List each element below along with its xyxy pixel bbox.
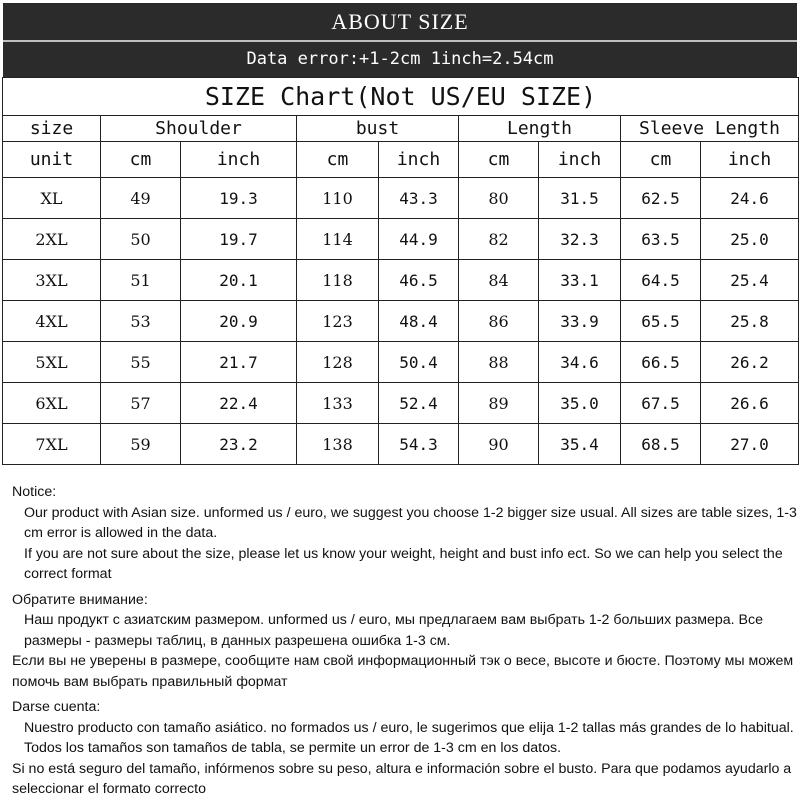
unit-cell: inch [701, 142, 799, 178]
table-cell: 138 [297, 424, 379, 465]
unit-cell: inch [539, 142, 621, 178]
table-cell: 90 [459, 424, 539, 465]
table-cell: 50 [101, 219, 181, 260]
table-cell: 118 [297, 260, 379, 301]
notice-paragraph: Наш продукт с азиатским размером. unformed us / euro, мы предлагаем вам выбрать 1-2 больших размера. Все размеры - размеры таблиц, в данных разрешена ошибка 1-3 см. [24, 612, 763, 649]
table-cell: 31.5 [539, 178, 621, 219]
notice-paragraph: If you are not sure about the size, please let us know your weight, height and bust info ect. So we can help you select the correct format [24, 545, 783, 582]
table-cell: 57 [101, 383, 181, 424]
table-cell: 46.5 [379, 260, 459, 301]
table-cell: 55 [101, 342, 181, 383]
table-row [3, 260, 799, 301]
table-cell: 25.0 [701, 219, 799, 260]
table-cell: 49 [101, 178, 181, 219]
table-cell: 20.9 [181, 301, 297, 342]
unit-cell: cm [297, 142, 379, 178]
table-cell: 59 [101, 424, 181, 465]
table-cell: 110 [297, 178, 379, 219]
about-size-header: ABOUT SIZE [3, 3, 797, 40]
size-label: 2XL [3, 219, 101, 260]
size-chart-table [2, 77, 799, 465]
table-row [3, 383, 799, 424]
table-row [3, 178, 799, 219]
table-cell: 65.5 [621, 301, 701, 342]
table-cell: 114 [297, 219, 379, 260]
size-label: 7XL [3, 424, 101, 465]
table-cell: 20.1 [181, 260, 297, 301]
notice-section [12, 482, 797, 800]
table-cell: 24.6 [701, 178, 799, 219]
size-label: XL [3, 178, 101, 219]
table-cell: 25.8 [701, 301, 799, 342]
table-cell: 34.6 [539, 342, 621, 383]
table-cell: 50.4 [379, 342, 459, 383]
table-cell: 66.5 [621, 342, 701, 383]
notice-paragraph: Our product with Asian size. unformed us / euro, we suggest you choose 1-2 bigger size usual. All sizes are table sizes, 1-3 cm error is allowed in the data. [24, 504, 797, 541]
unit-cell: inch [181, 142, 297, 178]
size-chart-title: SIZE Chart(Not US/EU SIZE) [3, 78, 799, 116]
table-cell: 80 [459, 178, 539, 219]
table-cell: 89 [459, 383, 539, 424]
unit-cell: inch [379, 142, 459, 178]
header-size: size [3, 116, 101, 142]
unit-cell: cm [101, 142, 181, 178]
notice-paragraph: Si no está seguro del tamaño, infórmenos sobre su peso, altura e información sobre el busto. Para que podamos ayudarlo a seleccionar el formato correcto [12, 760, 792, 797]
table-cell: 27.0 [701, 424, 799, 465]
table-cell: 52.4 [379, 383, 459, 424]
table-cell: 19.3 [181, 178, 297, 219]
header-shoulder: Shoulder [101, 116, 297, 142]
table-cell: 35.4 [539, 424, 621, 465]
table-cell: 82 [459, 219, 539, 260]
table-cell: 53 [101, 301, 181, 342]
unit-cell: cm [459, 142, 539, 178]
table-cell: 54.3 [379, 424, 459, 465]
size-label: 5XL [3, 342, 101, 383]
header-unit: unit [3, 142, 101, 178]
header-bust: bust [297, 116, 459, 142]
table-cell: 33.9 [539, 301, 621, 342]
table-cell: 44.9 [379, 219, 459, 260]
notice-heading-en: Notice: [12, 484, 57, 500]
table-cell: 68.5 [621, 424, 701, 465]
table-row [3, 342, 799, 383]
data-error-banner: Data error:+1-2cm 1inch=2.54cm [3, 42, 797, 77]
table-cell: 64.5 [621, 260, 701, 301]
notice-paragraph: Если вы не уверены в размере, сообщите нам свой информационный тэк о весе, высоте и бюсте. Поэтому мы можем помочь вам выбрать правильный формат [12, 653, 794, 690]
table-cell: 67.5 [621, 383, 701, 424]
table-cell: 43.3 [379, 178, 459, 219]
table-cell: 32.3 [539, 219, 621, 260]
table-row [3, 424, 799, 465]
table-cell: 63.5 [621, 219, 701, 260]
header-length: Length [459, 116, 621, 142]
table-row [3, 219, 799, 260]
table-row [3, 301, 799, 342]
table-cell: 19.7 [181, 219, 297, 260]
table-cell: 26.6 [701, 383, 799, 424]
table-cell: 88 [459, 342, 539, 383]
size-label: 4XL [3, 301, 101, 342]
size-label: 6XL [3, 383, 101, 424]
header-sleeve-length: Sleeve Length [621, 116, 799, 142]
table-cell: 23.2 [181, 424, 297, 465]
table-cell: 62.5 [621, 178, 701, 219]
table-cell: 51 [101, 260, 181, 301]
table-cell: 133 [297, 383, 379, 424]
notice-paragraph: Nuestro producto con tamaño asiático. no formados us / euro, le sugerimos que elija 1-2 tallas más grandes de lo habitual. Todos los tamaños son tamaños de tabla, se permite un error de 1-3 cm en los datos. [24, 719, 794, 756]
table-cell: 123 [297, 301, 379, 342]
table-cell: 33.1 [539, 260, 621, 301]
table-cell: 84 [459, 260, 539, 301]
table-cell: 26.2 [701, 342, 799, 383]
table-cell: 22.4 [181, 383, 297, 424]
table-cell: 86 [459, 301, 539, 342]
notice-heading-ru: Обратите внимание: [12, 591, 148, 608]
table-cell: 128 [297, 342, 379, 383]
table-cell: 48.4 [379, 301, 459, 342]
size-label: 3XL [3, 260, 101, 301]
notice-heading-es: Darse cuenta: [12, 699, 101, 715]
table-cell: 25.4 [701, 260, 799, 301]
unit-cell: cm [621, 142, 701, 178]
table-cell: 35.0 [539, 383, 621, 424]
table-cell: 21.7 [181, 342, 297, 383]
